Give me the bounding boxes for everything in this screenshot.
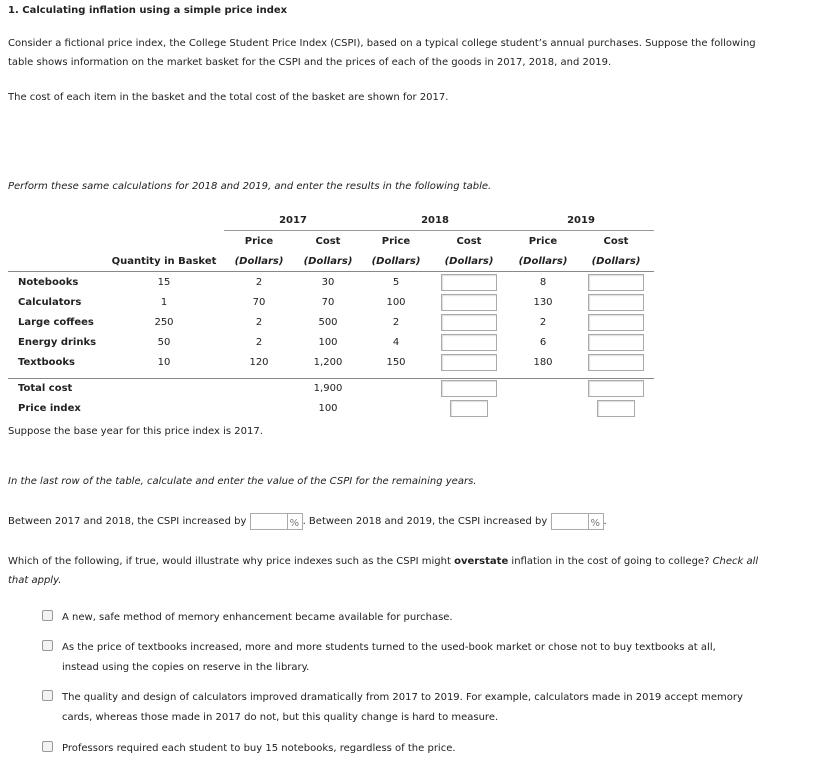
row-item: Textbooks xyxy=(18,356,76,368)
cost-2018-input[interactable] xyxy=(441,334,497,351)
intro-line-1: Consider a fictional price index, the College Student Price Index (CSPI), based on a typical college student’s annual purchases. Suppose the following xyxy=(8,38,756,49)
increase-text-end: . xyxy=(603,516,607,527)
total-cost-row xyxy=(8,378,654,399)
row-price-2017: 2 xyxy=(255,276,263,288)
row-price-2019: 8 xyxy=(539,276,547,288)
row-item: Notebooks xyxy=(18,276,79,288)
table-row xyxy=(8,312,654,332)
base-year-text: Suppose the base year for this price index is 2017. xyxy=(8,426,263,437)
check-all-hint: Check all xyxy=(712,556,759,567)
row-qty: 10 xyxy=(157,356,171,368)
increase-text-1: Between 2017 and 2018, the CSPI increased by xyxy=(8,516,247,527)
question-title: 1. Calculating inflation using a simple price index xyxy=(8,5,288,16)
price-index-row xyxy=(8,399,654,419)
dollars-unit: (Dollars) xyxy=(294,251,362,272)
option-2-label: As the price of textbooks increased, more and more students turned to the used-book market or chose not to buy textbooks at all, xyxy=(62,642,716,653)
table-row xyxy=(8,292,654,312)
dollars-unit: (Dollars) xyxy=(362,251,430,272)
increase-2018-input[interactable] xyxy=(250,513,288,530)
dollars-unit: (Dollars) xyxy=(430,251,508,272)
row-qty: 250 xyxy=(154,316,174,328)
last-row-instruction: In the last row of the table, calculate and enter the value of the CSPI for the remaining years. xyxy=(8,476,477,487)
question2-text-cont: inflation in the cost of going to college? xyxy=(508,556,713,567)
row-qty: 1 xyxy=(160,296,168,308)
dollars-unit: (Dollars) xyxy=(578,251,654,272)
row-qty: 50 xyxy=(157,336,171,348)
option-2[interactable] xyxy=(42,640,53,652)
cost-2019-input[interactable] xyxy=(588,334,644,351)
increase-2019-input[interactable] xyxy=(551,513,589,530)
increase-sentence xyxy=(8,512,607,532)
row-cost-2017: 30 xyxy=(321,276,335,288)
cost-2018-input[interactable] xyxy=(441,354,497,371)
row-price-2018: 2 xyxy=(392,316,400,328)
checkbox[interactable] xyxy=(42,690,53,701)
row-price-2019: 6 xyxy=(539,336,547,348)
option-4-label: Professors required each student to buy 15 notebooks, regardless of the price. xyxy=(62,743,456,754)
row-cost-2017: 1,200 xyxy=(313,356,343,368)
row-price-2017: 2 xyxy=(255,336,263,348)
dollars-unit: (Dollars) xyxy=(508,251,578,272)
checkbox[interactable] xyxy=(42,741,53,752)
increase-text-2: . Between 2018 and 2019, the CSPI increased by xyxy=(302,516,548,527)
cost-2018-input[interactable] xyxy=(441,274,497,291)
row-price-2018: 4 xyxy=(392,336,400,348)
year-2018-header: 2018 xyxy=(362,210,508,231)
cost-2019-input[interactable] xyxy=(588,314,644,331)
price-header: Price xyxy=(381,235,411,247)
row-price-2019: 130 xyxy=(533,296,553,308)
intro-line-2: table shows information on the market basket for the CSPI and the prices of each of the goods in 2017, 2018, and 2019. xyxy=(8,57,612,68)
check-all-hint-cont: that apply. xyxy=(8,575,62,586)
intro-line-3: The cost of each item in the basket and the total cost of the basket are shown for 2017. xyxy=(8,92,449,103)
row-price-2019: 180 xyxy=(533,356,553,368)
cost-header: Cost xyxy=(603,235,629,247)
row-cost-2017: 500 xyxy=(318,316,338,328)
quantity-header: Quantity in Basket xyxy=(104,251,224,272)
row-price-2018: 150 xyxy=(386,356,406,368)
price-header: Price xyxy=(528,235,558,247)
row-item: Energy drinks xyxy=(18,336,97,348)
year-2019-header: 2019 xyxy=(508,210,654,231)
percent-unit xyxy=(589,513,604,530)
cost-2018-input[interactable] xyxy=(441,314,497,331)
cost-2019-input[interactable] xyxy=(588,274,644,291)
option-1[interactable] xyxy=(42,610,53,622)
question2-text: Which of the following, if true, would illustrate why price indexes such as the CSPI might xyxy=(8,556,455,567)
dollars-unit: (Dollars) xyxy=(224,251,294,272)
price-header: Price xyxy=(244,235,274,247)
option-3-label: The quality and design of calculators improved dramatically from 2017 to 2019. For example, calculators made in 2019 accept memory xyxy=(62,692,743,703)
cost-header: Cost xyxy=(315,235,341,247)
cost-2019-input[interactable] xyxy=(588,354,644,371)
table-row xyxy=(8,332,654,352)
percent-symbol: % xyxy=(289,517,300,529)
row-price-2018: 100 xyxy=(386,296,406,308)
option-2-label-cont: instead using the copies on reserve in the library. xyxy=(62,662,310,673)
price-index-2017: 100 xyxy=(318,403,338,414)
row-cost-2017: 70 xyxy=(321,296,335,308)
cspi-table xyxy=(8,210,654,419)
year-2017-header: 2017 xyxy=(224,210,362,231)
option-3[interactable] xyxy=(42,690,53,702)
total-cost-2018-input[interactable] xyxy=(441,380,497,397)
percent-unit xyxy=(288,513,303,530)
row-price-2017: 120 xyxy=(249,356,269,368)
price-index-2019-input[interactable] xyxy=(597,400,635,417)
row-price-2017: 70 xyxy=(252,296,266,308)
total-cost-2019-input[interactable] xyxy=(588,380,644,397)
row-item: Large coffees xyxy=(18,316,94,328)
row-item: Calculators xyxy=(18,296,82,308)
table-row xyxy=(8,352,654,372)
row-price-2018: 5 xyxy=(392,276,400,288)
price-index-2018-input[interactable] xyxy=(450,400,488,417)
option-4[interactable] xyxy=(42,741,53,753)
cost-2019-input[interactable] xyxy=(588,294,644,311)
row-price-2019: 2 xyxy=(539,316,547,328)
question2-emphasis: overstate xyxy=(454,556,509,567)
cost-header: Cost xyxy=(456,235,482,247)
total-cost-2017: 1,900 xyxy=(294,378,362,399)
row-qty: 15 xyxy=(157,276,171,288)
row-price-2017: 2 xyxy=(255,316,263,328)
option-1-label: A new, safe method of memory enhancement became available for purchase. xyxy=(62,612,453,623)
table-instruction: Perform these same calculations for 2018 and 2019, and enter the results in the following table. xyxy=(8,181,492,192)
checkbox[interactable] xyxy=(42,610,53,621)
price-index-label: Price index xyxy=(18,403,81,414)
percent-symbol: % xyxy=(590,517,601,529)
table-row xyxy=(8,272,654,293)
total-cost-label: Total cost xyxy=(8,378,104,399)
cost-2018-input[interactable] xyxy=(441,294,497,311)
row-cost-2017: 100 xyxy=(318,336,338,348)
option-3-label-cont: cards, whereas those made in 2017 do not, but this quality change is hard to measure. xyxy=(62,712,499,723)
checkbox[interactable] xyxy=(42,640,53,651)
question2-line-1 xyxy=(8,552,758,572)
